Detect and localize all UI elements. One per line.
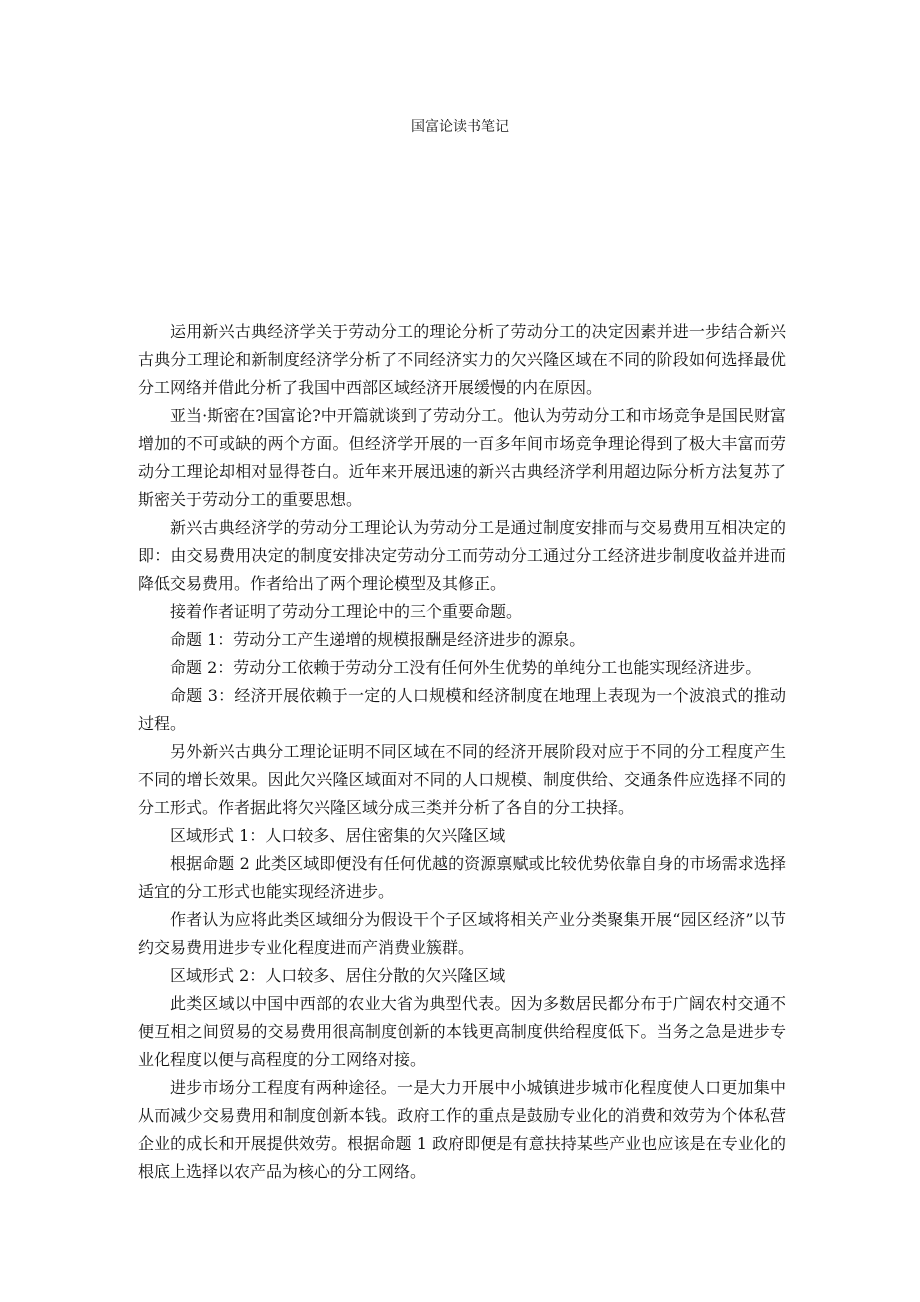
paragraph: 此类区域以中国中西部的农业大省为典型代表。因为多数居民都分布于广阔农村交通不便互相之间贸易的交易费用很高制度创新的本钱更高制度供给程度低下。当务之急是进步专业化程度以便与高程度的分工网络对接。 xyxy=(138,994,786,1069)
paragraph: 进步市场分工程度有两种途径。一是大力开展中小城镇进步城市化程度使人口更加集中从而减少交易费用和制度创新本钱。政府工作的重点是鼓励专业化的消费和效劳为个体私营企业的成长和开展提供效劳。根据命题 1 政府即便是有意扶持某些产业也应该是在专业化的根底上选择以农产品为核心的分工网络。 xyxy=(138,1078,786,1181)
proposition-1: 命题 1：劳动分工产生递增的规模报酬是经济进步的源泉。 xyxy=(170,630,586,649)
proposition-2: 命题 2：劳动分工依赖于劳动分工没有任何外生优势的单纯分工也能实现经济进步。 xyxy=(170,658,762,677)
proposition-3: 命题 3：经济开展依赖于一定的人口规模和经济制度在地理上表现为一个波浪式的推动过程。 xyxy=(138,686,786,733)
paragraph: 另外新兴古典分工理论证明不同区域在不同的经济开展阶段对应于不同的分工程度产生不同的增长效果。因此欠兴隆区域面对不同的人口规模、制度供给、交通条件应选择不同的分工形式。作者据此将欠兴隆区域分成三类并分析了各自的分工抉择。 xyxy=(138,742,786,817)
paragraph: 根据命题 2 此类区域即便没有任何优越的资源禀赋或比较优势依靠自身的市场需求选择适宜的分工形式也能实现经济进步。 xyxy=(138,854,786,901)
paragraph: 接着作者证明了劳动分工理论中的三个重要命题。 xyxy=(170,602,523,621)
document-body xyxy=(138,318,786,1186)
region-type-1-heading: 区域形式 1：人口较多、居住密集的欠兴隆区域 xyxy=(170,826,506,845)
document-title: 国富论读书笔记 xyxy=(411,119,509,135)
region-type-2-heading: 区域形式 2：人口较多、居住分散的欠兴隆区域 xyxy=(170,966,506,985)
paragraph: 新兴古典经济学的劳动分工理论认为劳动分工是通过制度安排而与交易费用互相决定的即：由交易费用决定的制度安排决定劳动分工而劳动分工通过分工经济进步制度收益并进而降低交易费用。作者给出了两个理论模型及其修正。 xyxy=(138,518,786,593)
paragraph: 运用新兴古典经济学关于劳动分工的理论分析了劳动分工的决定因素并进一步结合新兴古典分工理论和新制度经济学分析了不同经济实力的欠兴隆区域在不同的阶段如何选择最优分工网络并借此分析了我国中西部区域经济开展缓慢的内在原因。 xyxy=(138,322,786,397)
paragraph: 亚当·斯密在?国富论?中开篇就谈到了劳动分工。他认为劳动分工和市场竞争是国民财富增加的不可或缺的两个方面。但经济学开展的一百多年间市场竞争理论得到了极大丰富而劳动分工理论却相对显得苍白。近年来开展迅速的新兴古典经济学利用超边际分析方法复苏了斯密关于劳动分工的重要思想。 xyxy=(138,406,786,509)
paragraph: 作者认为应将此类区域细分为假设干个子区域将相关产业分类聚集开展“园区经济”以节约交易费用进步专业化程度进而产消费业簇群。 xyxy=(138,910,786,957)
